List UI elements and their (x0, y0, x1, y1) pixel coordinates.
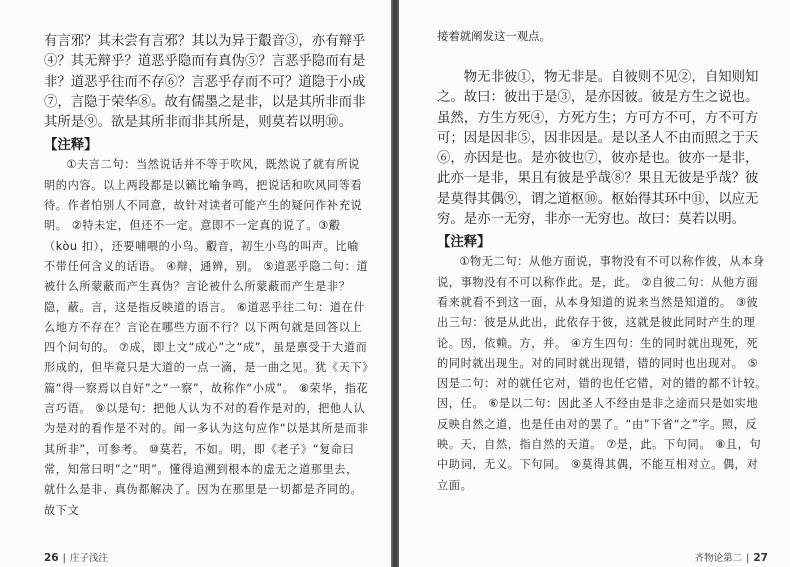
right-page-number: 27 (753, 552, 768, 564)
right-folio: 齐物论第二 | 27 (694, 552, 768, 564)
left-page (0, 0, 391, 567)
right-notes-text: ①物无二句：从他方面说，事物没有不可以称作彼，从本身说，事物没有不可以称作此。是，此。 ②自彼二句：从他方面看来就看不到这一面，从本身知道的说来当然是知道的。 ③彼出三句：彼是从此出，此依存于彼，这就是彼此同时产生的理论。因，依赖。方，并。 ④方生四句：生的同时就出现死，死的同时就出现生。对的同时就出现错，错的同时也出现对。 ⑤因是二句：对的就任它对，错的也任它错，对的错的都不计较。因，任。 ⑥是以二句：因此圣人不经由是非之途而只是如实地反映自然之道，也是任由对的罢了。“由”下省“之”字。照，反映。天，自然，指自然的天道。 ⑦是，此。下句同。 ⑧且，句中助词，无义。下句同。 ⑨莫得其偶，不能互相对立。偶，对立面。 (437, 255, 768, 492)
chapter-title: 齐物论第二 (694, 553, 743, 564)
book-title: 庄子浅注 (69, 553, 108, 564)
left-notes-text: ①夫言二句：当然说话并不等于吹风，既然说了就有所说明的内容。以上两段都是以籁比喻争鸣，把说话和吹风同等看待。作者怕别人不同意，故针对读者可能产生的疑问作补充说明。 ②特未定，但还不一定。意即不一定真的说了。③鷇（kòu 扣），还要哺喂的小鸟。鷇音，初生小鸟的叫声。比喻不带任何含义的话语。 ④辩，通辨，别。 ⑤道恶乎隐二句：道被什么所蒙蔽而产生真伪？言论被什么所蒙蔽而产生是非？隐，蔽。言，这是指反映道的语言。 ⑥道恶乎往二句：道在什么地方不存在？言论在哪些方面不行？以下两句就是回答以上四个问句的。 ⑦成，即上文“成心”之“成”，虽是禀受于大道而形成的，但毕竟只是大道的一点一滴，是一曲之见。犹《天下》篇“得一察焉以自好”之“一察”，故称作“小成”。 ⑧荣华，指花言巧语。 ⑨以是句：把他人认为不对的看作是对的，把他人认为是对的看作是不对的。闻一多认为这句应作“以是其所是而非其所非”，可参考。 ⑩莫若，不如。明，即《老子》“复命曰常，知常曰明”之“明”。懂得追溯到根本的虚无之道那里去，就什么是非、真伪都解决了。因为在那里是一切都是齐同的。故下文 (44, 158, 369, 517)
right-notes-heading: 【注释】 (437, 234, 491, 251)
left-page-number: 26 (44, 552, 59, 564)
book-gutter (391, 0, 399, 567)
right-page (399, 0, 790, 567)
right-intro-text: 接着就阐发这一观点。 (437, 29, 551, 43)
left-folio: 26 | 庄子浅注 (44, 552, 108, 564)
left-main-text: 有言邪？其未尝有言邪？其以为异于鷇音③，亦有辩乎④？其无辩乎？道恶乎隐而有真伪⑤？言恶乎隐而有是非？道恶乎往而不存⑥？言恶乎存而不可？道隐于小成⑦，言隐于荣华⑧。故有儒墨之是非，以是其所非而非其所是⑨。欲是其所非而非其所是，则莫若以明⑩。 (44, 34, 366, 131)
right-main-text: 物无非彼①，物无非是。自彼则不见②，自知则知之。故曰：彼出于是③，是亦因彼。彼是方生之说也。虽然，方生方死④，方死方生；方可方不可，方不可方可；因是因非⑤，因非因是。是以圣人不由而照之于天⑥，亦因是也。是亦彼也⑦，彼亦是也。彼亦一是非，此亦一是非，果且有彼是乎哉⑧？果且无彼是乎哉？彼是莫得其偶⑨，谓之道枢⑩。枢始得其环中⑪，以应无穷。是亦一无穷，非亦一无穷也。故曰：莫若以明。 (437, 70, 759, 228)
left-notes-heading: 【注释】 (44, 137, 98, 154)
